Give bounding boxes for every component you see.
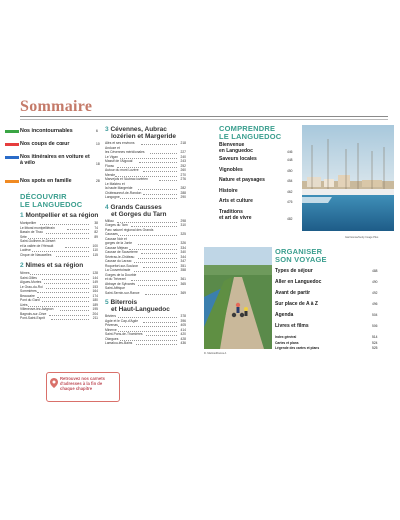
toc-entry-title: Saint-Affrique	[105, 286, 125, 290]
nav-item-page: 18	[96, 162, 100, 166]
comprendre-item-page: 462	[287, 189, 293, 194]
nav-item-label: Nos itinéraires en voiture et à vélo	[20, 154, 90, 166]
toc-entry[interactable]	[105, 291, 186, 295]
organiser-item-title: Avant de partir	[275, 290, 311, 296]
nav-item[interactable]	[20, 178, 100, 184]
organiser-small-title: Index général	[275, 335, 297, 339]
section-title-line2: et Gorges du Tarn	[111, 210, 167, 218]
toc-entry-title: Béziers	[105, 314, 116, 318]
toc-entry[interactable]	[105, 173, 186, 177]
toc-entry[interactable]	[105, 341, 186, 345]
toc-entry-title: Montpellier	[20, 221, 37, 225]
toc-entry-title: Saint-Sernin-sur-Rance	[105, 290, 140, 295]
comprendre-item-title: Vignobles	[219, 166, 243, 173]
toc-entry-title: Lamalou-les-Bains	[105, 341, 133, 345]
harbor-photo	[302, 125, 394, 231]
toc-entry[interactable]	[20, 235, 98, 239]
nav-color-bar	[5, 130, 19, 133]
toc-entry-title: Gorges de la Dourbie	[105, 272, 137, 277]
toc-entry-page: 149	[92, 280, 98, 284]
toc-entry-page: 110	[92, 248, 98, 252]
toc-entry-title: Roquefort-sur-Soulzon	[105, 263, 139, 268]
decouvrir-heading	[20, 193, 82, 209]
toc-entry-title: Massif de l'Aigoual	[105, 159, 133, 163]
toc-entry-page: 240	[180, 154, 186, 159]
toc-entry-title: Anduze et	[105, 145, 120, 150]
toc-entry[interactable]	[105, 314, 186, 318]
section-heading	[20, 212, 98, 219]
toc-entry[interactable]	[105, 191, 186, 195]
comprendre-heading	[219, 125, 281, 141]
organiser-small-page: 514	[372, 335, 378, 339]
nav-item-label: Nos incontournables	[20, 128, 73, 134]
toc-entry-page: 218	[180, 141, 186, 145]
section-number: 1	[20, 212, 24, 219]
toc-entry-title: Olargues	[105, 336, 119, 341]
toc-entry-page: 174	[92, 293, 98, 298]
toc-entry-title: Sévérac-le-Château	[105, 254, 135, 259]
toc-entry-page: 347	[180, 259, 186, 263]
organiser-heading-line2: SON VOYAGE	[275, 255, 327, 264]
toc-entry-title: la haute Margeride	[105, 186, 133, 190]
toc-entry-title: La Couvertoirade	[105, 268, 131, 272]
toc-entry-title: Millau	[105, 218, 114, 223]
organiser-item-page: 492	[372, 291, 378, 295]
section-number: 2	[20, 262, 24, 269]
harbor-photo-credit: Garrisonse/Getty Image Plus	[345, 236, 379, 239]
toc-entry-title: Causse Noir et	[105, 236, 127, 241]
toc-entry-title: Villeneuve-lez-Avignon	[20, 307, 54, 311]
toc-entry-title: Châteauneuf-de-Randon	[105, 190, 142, 195]
toc-entry[interactable]	[20, 289, 98, 293]
toc-entry[interactable]	[20, 276, 98, 280]
section-heading	[20, 262, 83, 269]
toc-entry-title: Pont-Saint-Esprit	[20, 316, 45, 320]
section-heading	[105, 204, 167, 218]
toc-entry[interactable]	[105, 146, 186, 150]
comprendre-item-page: 446	[287, 150, 293, 154]
toc-entry[interactable]	[20, 312, 98, 316]
toc-entry-title: Gorges du Tarn	[105, 223, 128, 227]
comprendre-item-title: Traditions	[219, 208, 243, 215]
toc-entry-page: 340	[180, 250, 186, 254]
organiser-small-page: 525	[372, 346, 378, 350]
organiser-small-item[interactable]	[275, 346, 378, 350]
toc-leader-dots	[56, 256, 89, 257]
toc-entry[interactable]	[105, 168, 186, 172]
toc-entry[interactable]	[105, 337, 186, 341]
toc-entry[interactable]	[105, 155, 186, 159]
toc-entry-title: Beaucaire	[20, 293, 35, 298]
toc-entry-title: Saint-Gilles	[20, 275, 37, 280]
toc-entry[interactable]	[105, 282, 186, 286]
toc-entry[interactable]	[105, 264, 186, 268]
toc-entry[interactable]	[105, 246, 186, 250]
nav-item[interactable]	[20, 128, 98, 134]
section-title-line2: lozérien et Margeride	[111, 133, 177, 140]
title-rule	[20, 116, 388, 117]
nav-color-bar	[5, 180, 19, 183]
page-title: Sommaire	[20, 98, 93, 115]
toc-entry-title: Lodève	[20, 248, 31, 252]
comprendre-item-title: Saveurs locales	[219, 156, 257, 162]
toc-entry[interactable]	[20, 285, 98, 289]
toc-entry-title: Pont du Gard	[20, 298, 40, 302]
comprendre-item[interactable]	[219, 156, 297, 162]
toc-entry-title: Parc naturel régional des Grands	[105, 227, 154, 232]
toc-entry-title: gorges de la Jonte	[105, 241, 133, 245]
organiser-heading-line1: ORGANISER	[275, 247, 323, 256]
section-title: Grands Causses	[110, 203, 162, 211]
toc-leader-dots	[51, 319, 89, 320]
toc-entry[interactable]	[105, 219, 186, 223]
title-rule-thin	[20, 119, 388, 120]
organiser-item-title: Sur place de A à Z	[275, 301, 318, 307]
toc-entry-page: 195	[92, 307, 98, 311]
toc-entry[interactable]	[20, 221, 98, 225]
toc-entry-page: 288	[180, 190, 186, 195]
nav-item-label: Nos spots en famille	[20, 178, 72, 184]
section-number: 5	[105, 299, 109, 306]
decouvrir-heading-line2: LE LANGUEDOC	[20, 200, 83, 209]
toc-entry-page: 189	[92, 302, 98, 307]
toc-entry-title: Alès et ses environs	[105, 141, 135, 145]
comprendre-item-title: Nature et paysages	[219, 177, 265, 183]
toc-entry-title: Causse de Sauveterre	[105, 250, 138, 254]
toc-entry-page: 310	[180, 223, 186, 227]
toc-entry[interactable]	[20, 244, 98, 248]
callout-text: Retrouvez nos carnets d'adresses à la fin de chaque chapitre	[60, 376, 105, 391]
toc-entry-page: 144	[92, 275, 98, 280]
toc-entry[interactable]	[105, 223, 186, 227]
toc-entry[interactable]	[105, 159, 186, 163]
toc-entry-page: 180	[92, 298, 98, 302]
organiser-small-page: 524	[372, 340, 378, 345]
nav-item[interactable]	[20, 141, 100, 147]
nav-color-bar	[5, 156, 19, 159]
cyclists-photo	[204, 247, 272, 349]
nav-item-page: 28	[96, 179, 100, 183]
organiser-small-item[interactable]	[275, 335, 378, 339]
toc-entry-title: et la vallée de l'Hérault	[20, 243, 54, 248]
toc-entry[interactable]	[20, 280, 98, 284]
toc-entry-page: 378	[180, 314, 186, 318]
carnets-callout	[46, 372, 120, 402]
toc-entry-page: 414	[180, 327, 186, 332]
toc-entry-page: 351	[180, 263, 186, 268]
toc-entry-page: 428	[180, 336, 186, 341]
comprendre-item-page: 450	[287, 168, 293, 173]
toc-entry-page: 361	[180, 277, 186, 281]
toc-entry-page: 436	[180, 341, 186, 345]
toc-leader-dots	[145, 294, 178, 295]
section-heading	[105, 126, 176, 140]
comprendre-heading-line2: LE LANGUEDOC	[219, 132, 282, 141]
organiser-item[interactable]	[275, 301, 378, 307]
toc-entry-title: Causse Méjean	[105, 245, 128, 250]
comprendre-item-page: 448	[287, 158, 293, 162]
toc-entry-title: et du Trévezel	[105, 277, 126, 281]
toc-entry-page: 128	[92, 271, 98, 275]
toc-entry-page: 100	[92, 243, 98, 248]
nav-item-label: Nos coups de cœur	[20, 141, 70, 147]
toc-entry-page: 153	[92, 284, 98, 289]
organiser-item-page: 490	[372, 280, 378, 284]
organiser-small-item[interactable]	[275, 340, 378, 345]
location-pin-icon	[50, 378, 58, 388]
toc-entry-title: Causse du Larzac	[105, 259, 132, 263]
comprendre-item-title: Arts et culture	[219, 198, 253, 204]
section-title: Nîmes et sa région	[25, 262, 84, 269]
toc-entry[interactable]	[20, 307, 98, 311]
toc-entry-page: 260	[180, 168, 186, 172]
nav-item[interactable]	[20, 154, 100, 166]
organiser-item[interactable]	[275, 312, 378, 318]
toc-entry-page: 243	[180, 159, 186, 163]
toc-entry-title: Langogne	[105, 195, 120, 199]
toc-entry-title: Bassin de Thau	[20, 230, 43, 234]
toc-entry[interactable]	[20, 316, 98, 320]
toc-entry-title: Florac	[105, 163, 115, 168]
toc-entry-title: Le Malzieu et	[105, 181, 125, 186]
toc-entry-page: 282	[180, 186, 186, 190]
comprendre-item[interactable]	[219, 142, 297, 154]
toc-entry-page: 344	[180, 254, 186, 259]
nav-color-bar	[5, 143, 19, 146]
toc-entry-page: 405	[180, 323, 186, 327]
comprendre-item[interactable]	[219, 198, 297, 204]
comprendre-item-page: 476	[287, 200, 293, 204]
toc-entry-title: Nîmes	[20, 271, 30, 275]
nav-item-page: 10	[96, 142, 100, 146]
toc-entry-title: Mende	[105, 172, 116, 177]
organiser-item[interactable]	[275, 268, 378, 274]
section-title: Montpellier et sa région	[25, 212, 99, 219]
toc-entry[interactable]	[20, 230, 98, 234]
comprendre-item[interactable]	[219, 209, 297, 221]
toc-entry[interactable]	[20, 303, 98, 307]
comprendre-item-page: 482	[287, 216, 293, 221]
toc-entry-title: Sommières	[20, 289, 37, 293]
organiser-small-title: Cartes et plans	[275, 340, 299, 345]
toc-entry[interactable]	[105, 319, 186, 323]
toc-entry-title: Abbaye de Sylvanès	[105, 281, 136, 286]
toc-entry-title: Cirque de Navacelles	[20, 252, 52, 257]
toc-entry[interactable]	[105, 237, 186, 241]
comprendre-item-title-line2: et art de vivre	[219, 214, 252, 221]
toc-entry[interactable]	[105, 323, 186, 327]
section-title: Biterrois	[110, 299, 138, 306]
toc-entry[interactable]	[20, 294, 98, 298]
nav-item-page: 6	[96, 129, 98, 133]
toc-entry-page: 164	[92, 289, 98, 293]
toc-entry[interactable]	[105, 277, 186, 281]
toc-entry[interactable]	[20, 271, 98, 275]
organiser-item[interactable]	[275, 279, 378, 285]
toc-entry-title: Causses	[105, 232, 118, 236]
section-title: Cévennes, Aubrac	[110, 126, 167, 133]
toc-entry-page: 270	[180, 172, 186, 177]
comprendre-item[interactable]	[219, 188, 297, 194]
toc-entry-title: Le Vigan	[105, 154, 118, 159]
comprendre-item-title: Bienvenue	[219, 142, 245, 148]
toc-entry-title: Le Grau-du-Roi	[20, 284, 43, 289]
toc-entry-title: Autour du mont Lozère	[105, 168, 139, 172]
toc-entry-page: 365	[180, 281, 186, 286]
toc-entry-page: 358	[180, 268, 186, 272]
comprendre-item-page: 454	[287, 179, 293, 183]
organiser-item-page: 496	[372, 302, 378, 306]
toc-entry-page: 252	[180, 163, 186, 168]
section-number: 3	[105, 126, 109, 133]
toc-entry-title: Bagnols-sur-Cèze	[20, 311, 47, 316]
toc-entry[interactable]	[105, 255, 186, 259]
toc-entry-page: 326	[180, 241, 186, 245]
toc-entry[interactable]	[105, 332, 186, 336]
comprendre-item-title-line2: en Languedoc	[219, 148, 253, 154]
decouvrir-heading-line1: DÉCOUVRIR	[20, 192, 67, 201]
toc-entry-page: 89	[94, 234, 98, 239]
toc-entry[interactable]	[105, 250, 186, 254]
toc-entry-page: 227	[180, 150, 186, 154]
toc-entry-page: 334	[180, 245, 186, 250]
toc-entry[interactable]	[105, 273, 186, 277]
toc-entry[interactable]	[105, 150, 186, 154]
toc-entry-page: 82	[94, 230, 98, 234]
toc-entry[interactable]	[20, 253, 98, 257]
toc-entry-page: 211	[92, 316, 98, 320]
toc-entry[interactable]	[105, 141, 186, 145]
organiser-item[interactable]	[275, 290, 378, 296]
section-heading	[105, 299, 170, 313]
toc-entry-page: 290	[180, 195, 186, 199]
organiser-item-title: Aller en Languedoc	[275, 279, 322, 285]
organiser-heading	[275, 248, 327, 264]
toc-entry-page: 115	[92, 252, 98, 257]
toc-entry-title: Uzès	[20, 302, 28, 307]
toc-entry[interactable]	[105, 195, 186, 199]
toc-entry[interactable]	[105, 182, 186, 186]
toc-entry-title: Agde et le Cap-d'Agde	[105, 318, 139, 323]
toc-entry-title: Saint-Guilhem-le-Désert	[20, 239, 56, 243]
toc-entry[interactable]	[105, 164, 186, 168]
toc-leader-dots	[136, 344, 177, 345]
toc-entry[interactable]	[20, 226, 98, 230]
toc-entry-title: Saint-Pons-de-Thomières	[105, 332, 143, 336]
organiser-item-title: Livres et films	[275, 323, 309, 329]
toc-entry-title: Minerve	[105, 327, 117, 332]
toc-entry-title: les Cévennes méridionales	[105, 150, 145, 154]
organiser-item-title: Agenda	[275, 312, 294, 318]
comprendre-item[interactable]	[219, 167, 297, 173]
toc-entry-page: 74	[94, 225, 98, 230]
toc-entry[interactable]	[105, 186, 186, 190]
comprendre-item[interactable]	[219, 177, 297, 183]
organiser-small-title: Légende des cartes et plans	[275, 346, 320, 350]
toc-entry-page: 325	[180, 232, 186, 236]
comprendre-heading-line1: COMPRENDRE	[219, 124, 276, 133]
toc-entry[interactable]	[20, 248, 98, 252]
toc-entry-title: Le littoral montpelliérain	[20, 225, 55, 230]
toc-leader-dots	[120, 198, 177, 199]
toc-entry-page: 420	[180, 332, 186, 336]
organiser-item-page: 504	[372, 313, 378, 317]
toc-entry-title: Pézenas	[105, 323, 118, 327]
toc-entry[interactable]	[105, 232, 186, 236]
organiser-item-page: 506	[372, 324, 378, 328]
toc-entry[interactable]	[105, 328, 186, 332]
toc-entry-title: Aigues-Mortes	[20, 280, 42, 284]
toc-entry-page: 369	[180, 290, 186, 295]
toc-entry-page: 38	[94, 221, 98, 225]
toc-entry-title: Marvejols et l'Aubrac lozérien	[105, 177, 148, 181]
toc-entry[interactable]	[20, 239, 98, 243]
toc-entry-page: 396	[180, 318, 186, 323]
toc-entry-page: 298	[180, 218, 186, 223]
comprendre-item-title: Histoire	[219, 187, 238, 194]
toc-entry[interactable]	[105, 259, 186, 263]
organiser-item-title: Types de séjour	[275, 268, 313, 274]
organiser-item[interactable]	[275, 323, 378, 329]
section-title-line2: et Haut-Languedoc	[111, 306, 170, 313]
toc-entry[interactable]	[105, 228, 186, 232]
toc-entry[interactable]	[20, 298, 98, 302]
organiser-item-page: 488	[372, 269, 378, 273]
toc-entry[interactable]	[105, 177, 186, 181]
cyclists-photo-credit: D. Marinedfranca A	[204, 352, 227, 355]
toc-entry[interactable]	[105, 241, 186, 245]
toc-entry[interactable]	[105, 268, 186, 272]
toc-entry[interactable]	[105, 286, 186, 290]
toc-entry-page: 204	[92, 311, 98, 316]
section-number: 4	[105, 203, 109, 211]
toc-entry-page: 276	[180, 177, 186, 181]
toc-entry-title: Sète	[20, 234, 27, 239]
